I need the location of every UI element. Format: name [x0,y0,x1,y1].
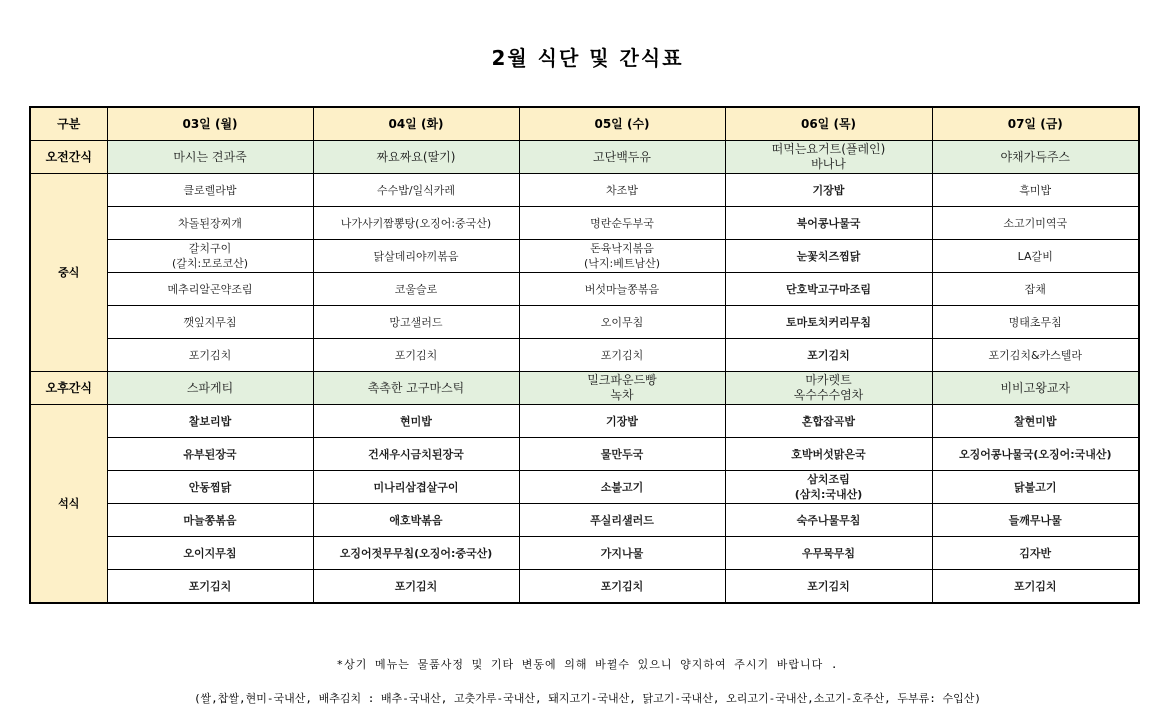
menu-cell [107,306,313,339]
menu-item: 나가사키짬뽕탕(오징어:중국산) [340,216,492,230]
menu-item: 토마토치커리무침 [785,315,871,329]
menu-item: 포기김치 [394,579,438,593]
am_snack-row [30,141,1139,174]
page-title: 2월 식단 및 간식표 [491,46,684,70]
menu-cell [725,240,932,273]
menu-item: 포기김치 [807,348,850,362]
menu-cell [725,372,932,405]
menu-item: 애호박볶음 [389,513,443,527]
dinner-label: 석식 [30,405,107,604]
menu-item: 흑미밥 [1019,183,1052,197]
menu-cell [313,405,519,438]
menu-cell [313,207,519,240]
menu-item: 닭살데리야끼볶음 [373,249,459,263]
menu-cell [313,240,519,273]
table-row [30,405,1139,438]
menu-cell [725,537,932,570]
menu-item: 물만두국 [600,447,644,461]
menu-item: 바나나 [811,157,846,171]
menu-cell [107,141,313,174]
menu-item: 포기김치 [600,348,644,362]
menu-item: 오징어콩나물국(오징어:국내산) [958,447,1112,461]
menu-item: 찰보리밥 [188,414,232,428]
menu-cell [519,273,725,306]
menu-item: 호박버섯맑은국 [791,447,866,461]
menu-cell [313,537,519,570]
menu-item: 비비고왕교자 [1000,380,1071,395]
header-day: 05일 (수) [519,107,725,141]
menu-cell [725,438,932,471]
menu-cell [725,141,932,174]
pm_snack-label: 오후간식 [30,372,107,405]
pm_snack-row [30,372,1139,405]
menu-item: 메추리알곤약조림 [167,282,253,296]
menu-cell [932,240,1139,273]
menu-cell [519,405,725,438]
menu-item: 북어콩나물국 [796,216,861,230]
menu-cell [932,504,1139,537]
menu-item: 기장밥 [606,414,638,428]
menu-cell [932,207,1139,240]
table-row [30,207,1139,240]
menu-cell [107,339,313,372]
menu-cell [313,141,519,174]
menu-cell [932,438,1139,471]
menu-item: 클로렐라밥 [183,183,237,197]
menu-item: 차돌된장찌개 [178,216,242,230]
menu-item: LA갈비 [1017,249,1053,263]
menu-item: 포기김치 [188,348,232,362]
menu-item: 안동찜닭 [188,480,232,494]
menu-item: 유부된장국 [183,447,237,461]
menu-item: 혼합잡곡밥 [801,414,856,428]
menu-cell [519,207,725,240]
menu-item: 소불고기 [600,480,644,494]
menu-item: 찰현미밥 [1013,414,1057,428]
menu-cell [932,537,1139,570]
menu-cell [313,438,519,471]
menu-item: 미나리삼겹살구이 [373,480,459,494]
am_snack-label: 오전간식 [30,141,107,174]
table-row [30,471,1139,504]
table-row [30,273,1139,306]
menu-item: 우무묵무침 [801,546,856,560]
menu-cell [313,372,519,405]
menu-item: 잡채 [1024,282,1046,296]
menu-cell [932,141,1139,174]
menu-cell [725,174,932,207]
menu-item: 가지나물 [600,546,644,560]
menu-item: 오징어젓무무침(오징어:중국산) [339,546,493,560]
menu-item: 짜요짜요(딸기) [376,149,456,164]
menu-cell [725,570,932,604]
menu-item: 야채가득주스 [1000,149,1071,164]
menu-cell [107,471,313,504]
menu-item: (갈치:모로코산) [171,257,249,270]
menu-cell [932,372,1139,405]
menu-cell [519,471,725,504]
table-row [30,339,1139,372]
menu-item: 깻잎지무침 [183,315,237,329]
menu-cell [932,570,1139,604]
menu-cell [107,537,313,570]
header-category: 구분 [30,107,107,141]
menu-item: 포기김치&카스텔라 [988,348,1083,362]
menu-cell [932,471,1139,504]
menu-cell [107,273,313,306]
menu-item: 떠먹는요거트(플레인) [771,142,886,156]
menu-item: 삼치조림 [807,473,850,486]
menu-cell [519,339,725,372]
menu-item: 수수밥/일식카레 [376,183,456,197]
menu-cell [932,405,1139,438]
menu-cell [725,405,932,438]
menu-item: 포기김치 [188,579,232,593]
header-day: 06일 (목) [725,107,932,141]
menu-cell [107,372,313,405]
menu-item: 차조밥 [606,183,638,197]
menu-cell [519,372,725,405]
menu-cell [107,240,313,273]
menu-cell [519,306,725,339]
table-row [30,504,1139,537]
header-day: 04일 (화) [313,107,519,141]
menu-item: 코울슬로 [394,282,438,296]
table-row [30,306,1139,339]
menu-cell [107,504,313,537]
menu-item: 스파게티 [186,380,234,395]
menu-cell [519,504,725,537]
menu-cell [313,306,519,339]
table-row [30,570,1139,604]
header-row [30,107,1139,141]
menu-item: 고단백두유 [593,149,651,164]
menu-cell [313,570,519,604]
menu-cell [313,471,519,504]
table-row [30,537,1139,570]
menu-cell [107,207,313,240]
menu-item: 포기김치 [394,348,438,362]
menu-item: 김자반 [1019,546,1052,560]
menu-cell [519,174,725,207]
menu-item: 명태초무침 [1008,315,1062,329]
menu-cell [313,174,519,207]
lunch-label: 중식 [30,174,107,372]
menu-item: (삼치:국내산) [794,488,863,501]
menu-item: 단호박고구마조림 [785,282,871,296]
menu-cell [725,306,932,339]
menu-item: 마시는 견과죽 [173,149,247,164]
menu-item: 닭불고기 [1013,480,1057,494]
menu-cell [107,570,313,604]
menu-cell [313,504,519,537]
menu-item: 소고기미역국 [1003,216,1068,230]
menu-cell [725,273,932,306]
menu-item: 오이무침 [600,315,644,329]
menu-cell [519,141,725,174]
menu-item: 숙주나물무침 [796,513,861,527]
menu-cell [519,537,725,570]
footer-origin: (쌀,찹쌀,현미-국내산, 배추김치 : 배추-국내산, 고춧가루-국내산, 돼지고기-국내산, 닭고기-국내산, 오리고기-국내산,소고기-호주산, 두부류: 수입산) [193,692,982,705]
menu-item: 녹차 [610,388,634,402]
footer-note: *상기 메뉴는 물품사정 및 기타 변동에 의해 바뀔수 있으니 양지하여 주시기 바랍니다 . [336,658,839,671]
header-day: 07일 (금) [932,107,1139,141]
menu-item: 눈꽃치즈찜닭 [796,249,861,263]
menu-cell [725,471,932,504]
menu-item: (낙지:베트남산) [583,257,661,270]
menu-item: 건새우시금치된장국 [368,447,464,461]
menu-item: 들깨무나물 [1008,513,1062,527]
menu-cell [107,174,313,207]
menu-cell [725,504,932,537]
menu-cell [313,273,519,306]
menu-cell [932,273,1139,306]
menu-item: 옥수수수염차 [793,388,864,402]
table-row [30,438,1139,471]
menu-cell [519,570,725,604]
menu-item: 버섯마늘쫑볶음 [584,282,660,296]
menu-item: 밀크파운드빵 [587,373,657,387]
menu-item: 푸실리샐러드 [590,513,654,527]
table-row [30,174,1139,207]
table-row [30,240,1139,273]
menu-item: 망고샐러드 [389,315,443,329]
menu-cell [932,306,1139,339]
menu-cell [313,339,519,372]
menu-item: 촉촉한 고구마스틱 [367,380,465,395]
menu-item: 마카렛트 [805,373,852,387]
menu-item: 오이지무침 [183,546,237,560]
menu-cell [107,405,313,438]
header-day: 03일 (월) [107,107,313,141]
menu-cell [725,339,932,372]
menu-item: 기장밥 [812,183,845,197]
menu-item: 현미밥 [400,414,432,428]
menu-cell [107,438,313,471]
menu-cell [519,438,725,471]
menu-cell [725,207,932,240]
menu-item: 갈치구이 [188,242,232,255]
menu-item: 포기김치 [600,579,644,593]
menu-item: 포기김치 [807,579,850,593]
menu-item: 돈육낙지볶음 [590,242,654,255]
menu-item: 포기김치 [1013,579,1057,593]
menu-cell [519,240,725,273]
menu-item: 마늘쫑볶음 [183,513,237,527]
menu-table [29,106,1140,604]
menu-item: 명란순두부국 [590,216,654,230]
menu-cell [932,339,1139,372]
menu-cell [932,174,1139,207]
